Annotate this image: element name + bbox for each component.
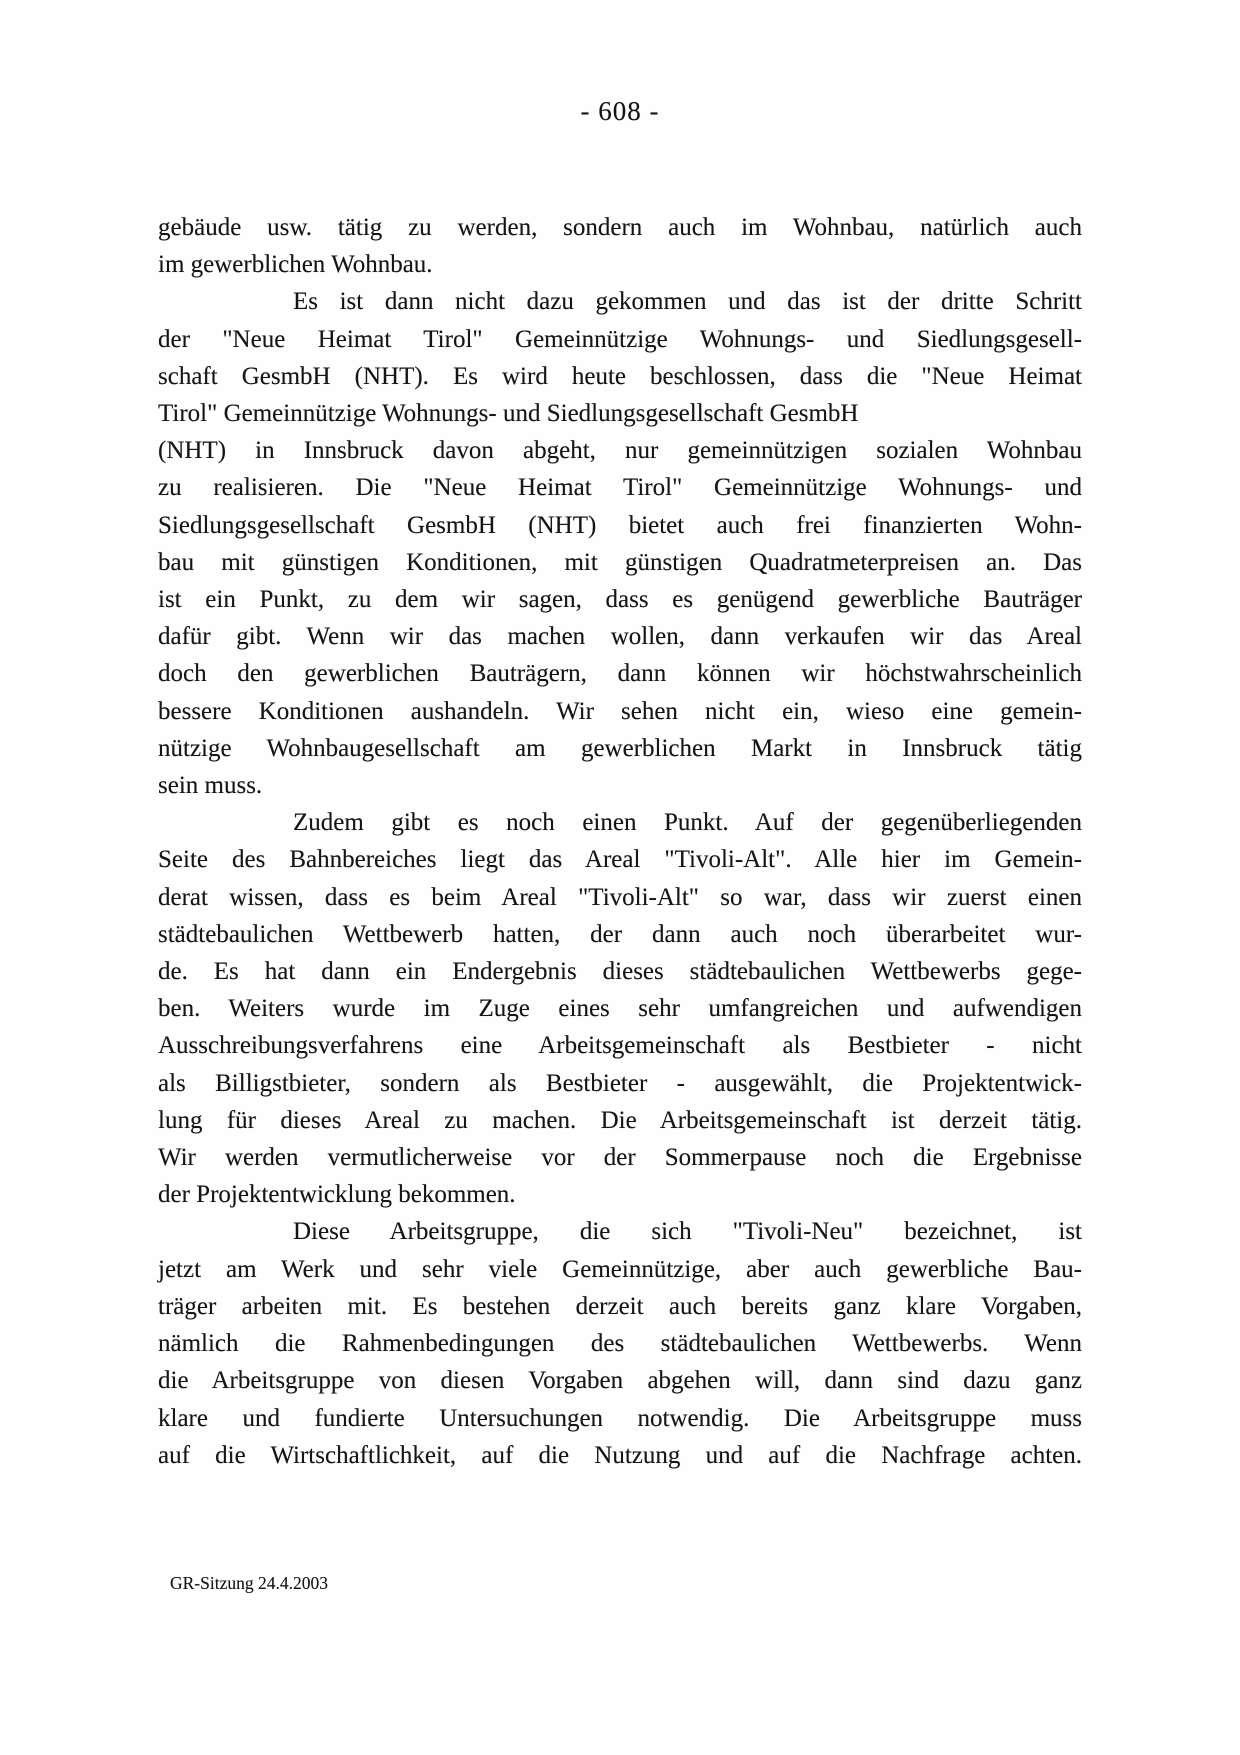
- text-line: dafür gibt. Wenn wir das machen wollen, dann verkaufen wir das Areal: [158, 623, 1082, 651]
- paragraph: [158, 283, 1082, 804]
- text-line: nämlich die Rahmenbedingungen des städtebaulichen Wettbewerbs. Wenn: [158, 1330, 1082, 1358]
- text-line: Tirol" Gemeinnützige Wohnungs- und Siedlungsgesellschaft GesmbH: [158, 400, 859, 428]
- text-line: jetzt am Werk und sehr viele Gemeinnützige, aber auch gewerbliche Bau-: [158, 1255, 1082, 1283]
- text-line: sein muss.: [158, 772, 263, 800]
- text-line: Seite des Bahnbereiches liegt das Areal "Tivoli-Alt". Alle hier im Gemein-: [158, 846, 1082, 874]
- text-line: der "Neue Heimat Tirol" Gemeinnützige Wohnungs- und Siedlungsgesell-: [158, 325, 1082, 353]
- text-line: städtebaulichen Wettbewerb hatten, der dann auch noch überarbeitet wur-: [158, 920, 1082, 948]
- paragraph: [158, 1213, 1082, 1473]
- text-line: schaft GesmbH (NHT). Es wird heute beschlossen, dass die "Neue Heimat: [158, 362, 1082, 390]
- text-line: Siedlungsgesellschaft GesmbH (NHT) bietet auch frei finanzierten Wohn-: [158, 511, 1082, 539]
- paragraph: [158, 804, 1082, 1213]
- text-line: Es ist dann nicht dazu gekommen und das ist der dritte Schritt: [293, 288, 1082, 316]
- text-line: als Billigstbieter, sondern als Bestbieter - ausgewählt, die Projektentwick-: [158, 1069, 1082, 1097]
- text-line: träger arbeiten mit. Es bestehen derzeit auch bereits ganz klare Vorgaben,: [158, 1292, 1082, 1320]
- text-line: de. Es hat dann ein Endergebnis dieses städtebaulichen Wettbewerbs gege-: [158, 958, 1082, 986]
- text-line: gebäude usw. tätig zu werden, sondern auch im Wohnbau, natürlich auch: [158, 214, 1082, 241]
- text-line: bau mit günstigen Konditionen, mit günstigen Quadratmeterpreisen an. Das: [158, 548, 1082, 576]
- text-line: lung für dieses Areal zu machen. Die Arbeitsgemeinschaft ist derzeit tätig.: [158, 1106, 1082, 1134]
- text-line: doch den gewerblichen Bauträgern, dann können wir höchstwahrscheinlich: [158, 660, 1082, 688]
- text-line: (NHT) in Innsbruck davon abgeht, nur gemeinnützigen sozialen Wohnbau: [158, 437, 1082, 465]
- text-line: die Arbeitsgruppe von diesen Vorgaben abgehen will, dann sind dazu ganz: [158, 1367, 1082, 1395]
- text-line: zu realisieren. Die "Neue Heimat Tirol" Gemeinnützige Wohnungs- und: [158, 474, 1082, 502]
- text-line: Zudem gibt es noch einen Punkt. Auf der gegenüberliegenden: [293, 809, 1082, 837]
- text-line: derat wissen, dass es beim Areal "Tivoli-Alt" so war, dass wir zuerst einen: [158, 883, 1082, 911]
- text-line: auf die Wirtschaftlichkeit, auf die Nutzung und auf die Nachfrage achten.: [158, 1441, 1082, 1469]
- page-number: - 608 -: [580, 96, 660, 126]
- text-line: ist ein Punkt, zu dem wir sagen, dass es genügend gewerbliche Bauträger: [158, 586, 1082, 614]
- text-line: klare und fundierte Untersuchungen notwendig. Die Arbeitsgruppe muss: [158, 1404, 1082, 1432]
- text-line: Wir werden vermutlicherweise vor der Sommerpause noch die Ergebnisse: [158, 1144, 1082, 1172]
- text-line: nützige Wohnbaugesellschaft am gewerblichen Markt in Innsbruck tätig: [158, 734, 1082, 762]
- footer-note: GR-Sitzung 24.4.2003: [170, 1573, 328, 1593]
- text-line: im gewerblichen Wohnbau.: [158, 251, 433, 279]
- text-line: ben. Weiters wurde im Zuge eines sehr umfangreichen und aufwendigen: [158, 995, 1082, 1023]
- paragraph: [158, 209, 1082, 283]
- text-line: bessere Konditionen aushandeln. Wir sehen nicht ein, wieso eine gemein-: [158, 697, 1082, 725]
- text-line: Ausschreibungsverfahrens eine Arbeitsgemeinschaft als Bestbieter - nicht: [158, 1032, 1082, 1060]
- text-line: der Projektentwicklung bekommen.: [158, 1181, 516, 1209]
- text-line: Diese Arbeitsgruppe, die sich "Tivoli-Neu" bezeichnet, ist: [293, 1218, 1082, 1246]
- document-body: [158, 209, 1082, 1474]
